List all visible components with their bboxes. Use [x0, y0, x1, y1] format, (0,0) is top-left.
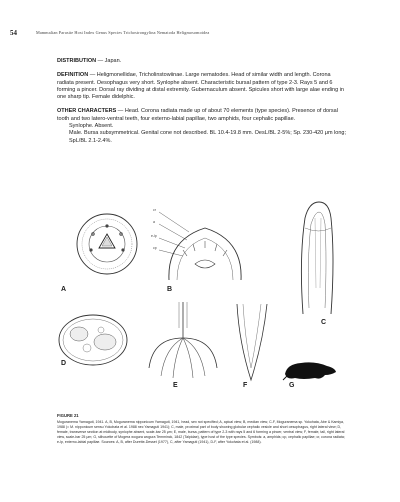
panel-a-illustration: [67, 212, 143, 280]
panel-g-mole-silhouette: [281, 358, 337, 382]
panel-e-illustration: [143, 298, 223, 380]
figure-caption: [57, 413, 347, 446]
panel-label-d: D: [61, 360, 67, 367]
definition-label: DEFINITION: [57, 72, 89, 79]
male-paragraph: Male. Bursa subsymmetrical. Genital cone not described. BL 10.4-19.8 mm. OesL/BL 2-5%; Sp. 230-420 μm long; SpL/BL 2.1-2.4%.: [69, 130, 346, 144]
caption-title: FIGURE 21: [57, 413, 79, 418]
article-body: [57, 58, 347, 145]
panel-label-b: B: [167, 286, 173, 293]
panel-label-c: C: [321, 319, 327, 326]
panel-d-illustration: [57, 312, 129, 368]
panel-label-a: A: [61, 286, 67, 293]
pointer-label-cr: cr: [153, 208, 156, 212]
caption-text: Moguranema Yamaguti, 1941. A, B, Moguranema nipponicum Yamaguti, 1941, head, sex not specified; A, apical view; B, median view; C-F, Moguranema sp. Yokohata, Abe & Kamiya, 1988 (= M. nipponicum sensu Yokohata et al. 1988 nec Yamaguti 1941); C, male, proximal part of body showing globular cephalic vesicle and short oesophagus, right lateral view; D, female, transverse section at midbody, synlophe absent, scale-bar 25 μm; E, male, bursa, pattern of type 2-3 with rays 5 and 6 forming a pincer, ventral view; F, female, tail, right lateral view, scale-bar 25 μm; G, silhouette of Mogera wogura wogura Temminck, 1842 (Talpidae), type host of the type species. Symbols: a, amphids; cp, cephalic papillae; cr, corona radiata; e-lp, externo-labial papillae. Sources: A, B, after Durette-Desset (1977), C, after Yamaguti (1941), D-F, after Yokohata et al. (1988).: [57, 420, 345, 445]
page-header: [10, 29, 390, 41]
pointer-label-cp: cp: [153, 246, 157, 250]
panel-f-illustration: [233, 302, 271, 382]
panel-c-illustration: [289, 198, 341, 316]
distribution-label: DISTRIBUTION: [57, 58, 97, 64]
definition-text: — Heligmonellidae, Tricholinstowiinae. Large nematodes. Head of similar width and length. Corona radiata present. Oesophagus very short. Synlophe absent. Characteristic bursal pattern of type 2-3. Rays 5 and 6 forming a pincer. Dorsal ray dividing at distal extremity. Gubernaculum absent. Spicules short with large alae ending in one sharp tip. Female didelphic.: [57, 72, 344, 101]
figure-21: [57, 186, 347, 404]
definition-paragraph: [57, 72, 347, 101]
synlophe-line: Synlophe. Absent.: [69, 123, 114, 130]
panel-b-pointer-lines: [153, 210, 193, 270]
other-characters-paragraph: [57, 108, 347, 123]
panel-label-e: E: [173, 382, 178, 389]
pointer-label-a: a: [153, 220, 155, 224]
panel-label-g: G: [289, 382, 295, 389]
distribution-paragraph: [57, 58, 347, 65]
other-characters-label: OTHER CHARACTERS: [57, 108, 117, 115]
panel-label-f: F: [243, 382, 248, 389]
page-number: 54: [10, 29, 17, 37]
pointer-label-elp: e-lp: [151, 234, 157, 238]
distribution-text: — Japan.: [96, 58, 122, 64]
running-head: Mammalian Parasite Host Index Genus Species Trichostrongylina Nematoda Heligmosomoidea: [36, 30, 210, 35]
other-characters-text: — Head. Corona radiata made up of about 70 elements (type species). Presence of dorsal tooth and two latero-ventral teeth, four externo-labial papillae, two amphids, four cephalic papillae.: [57, 108, 338, 122]
